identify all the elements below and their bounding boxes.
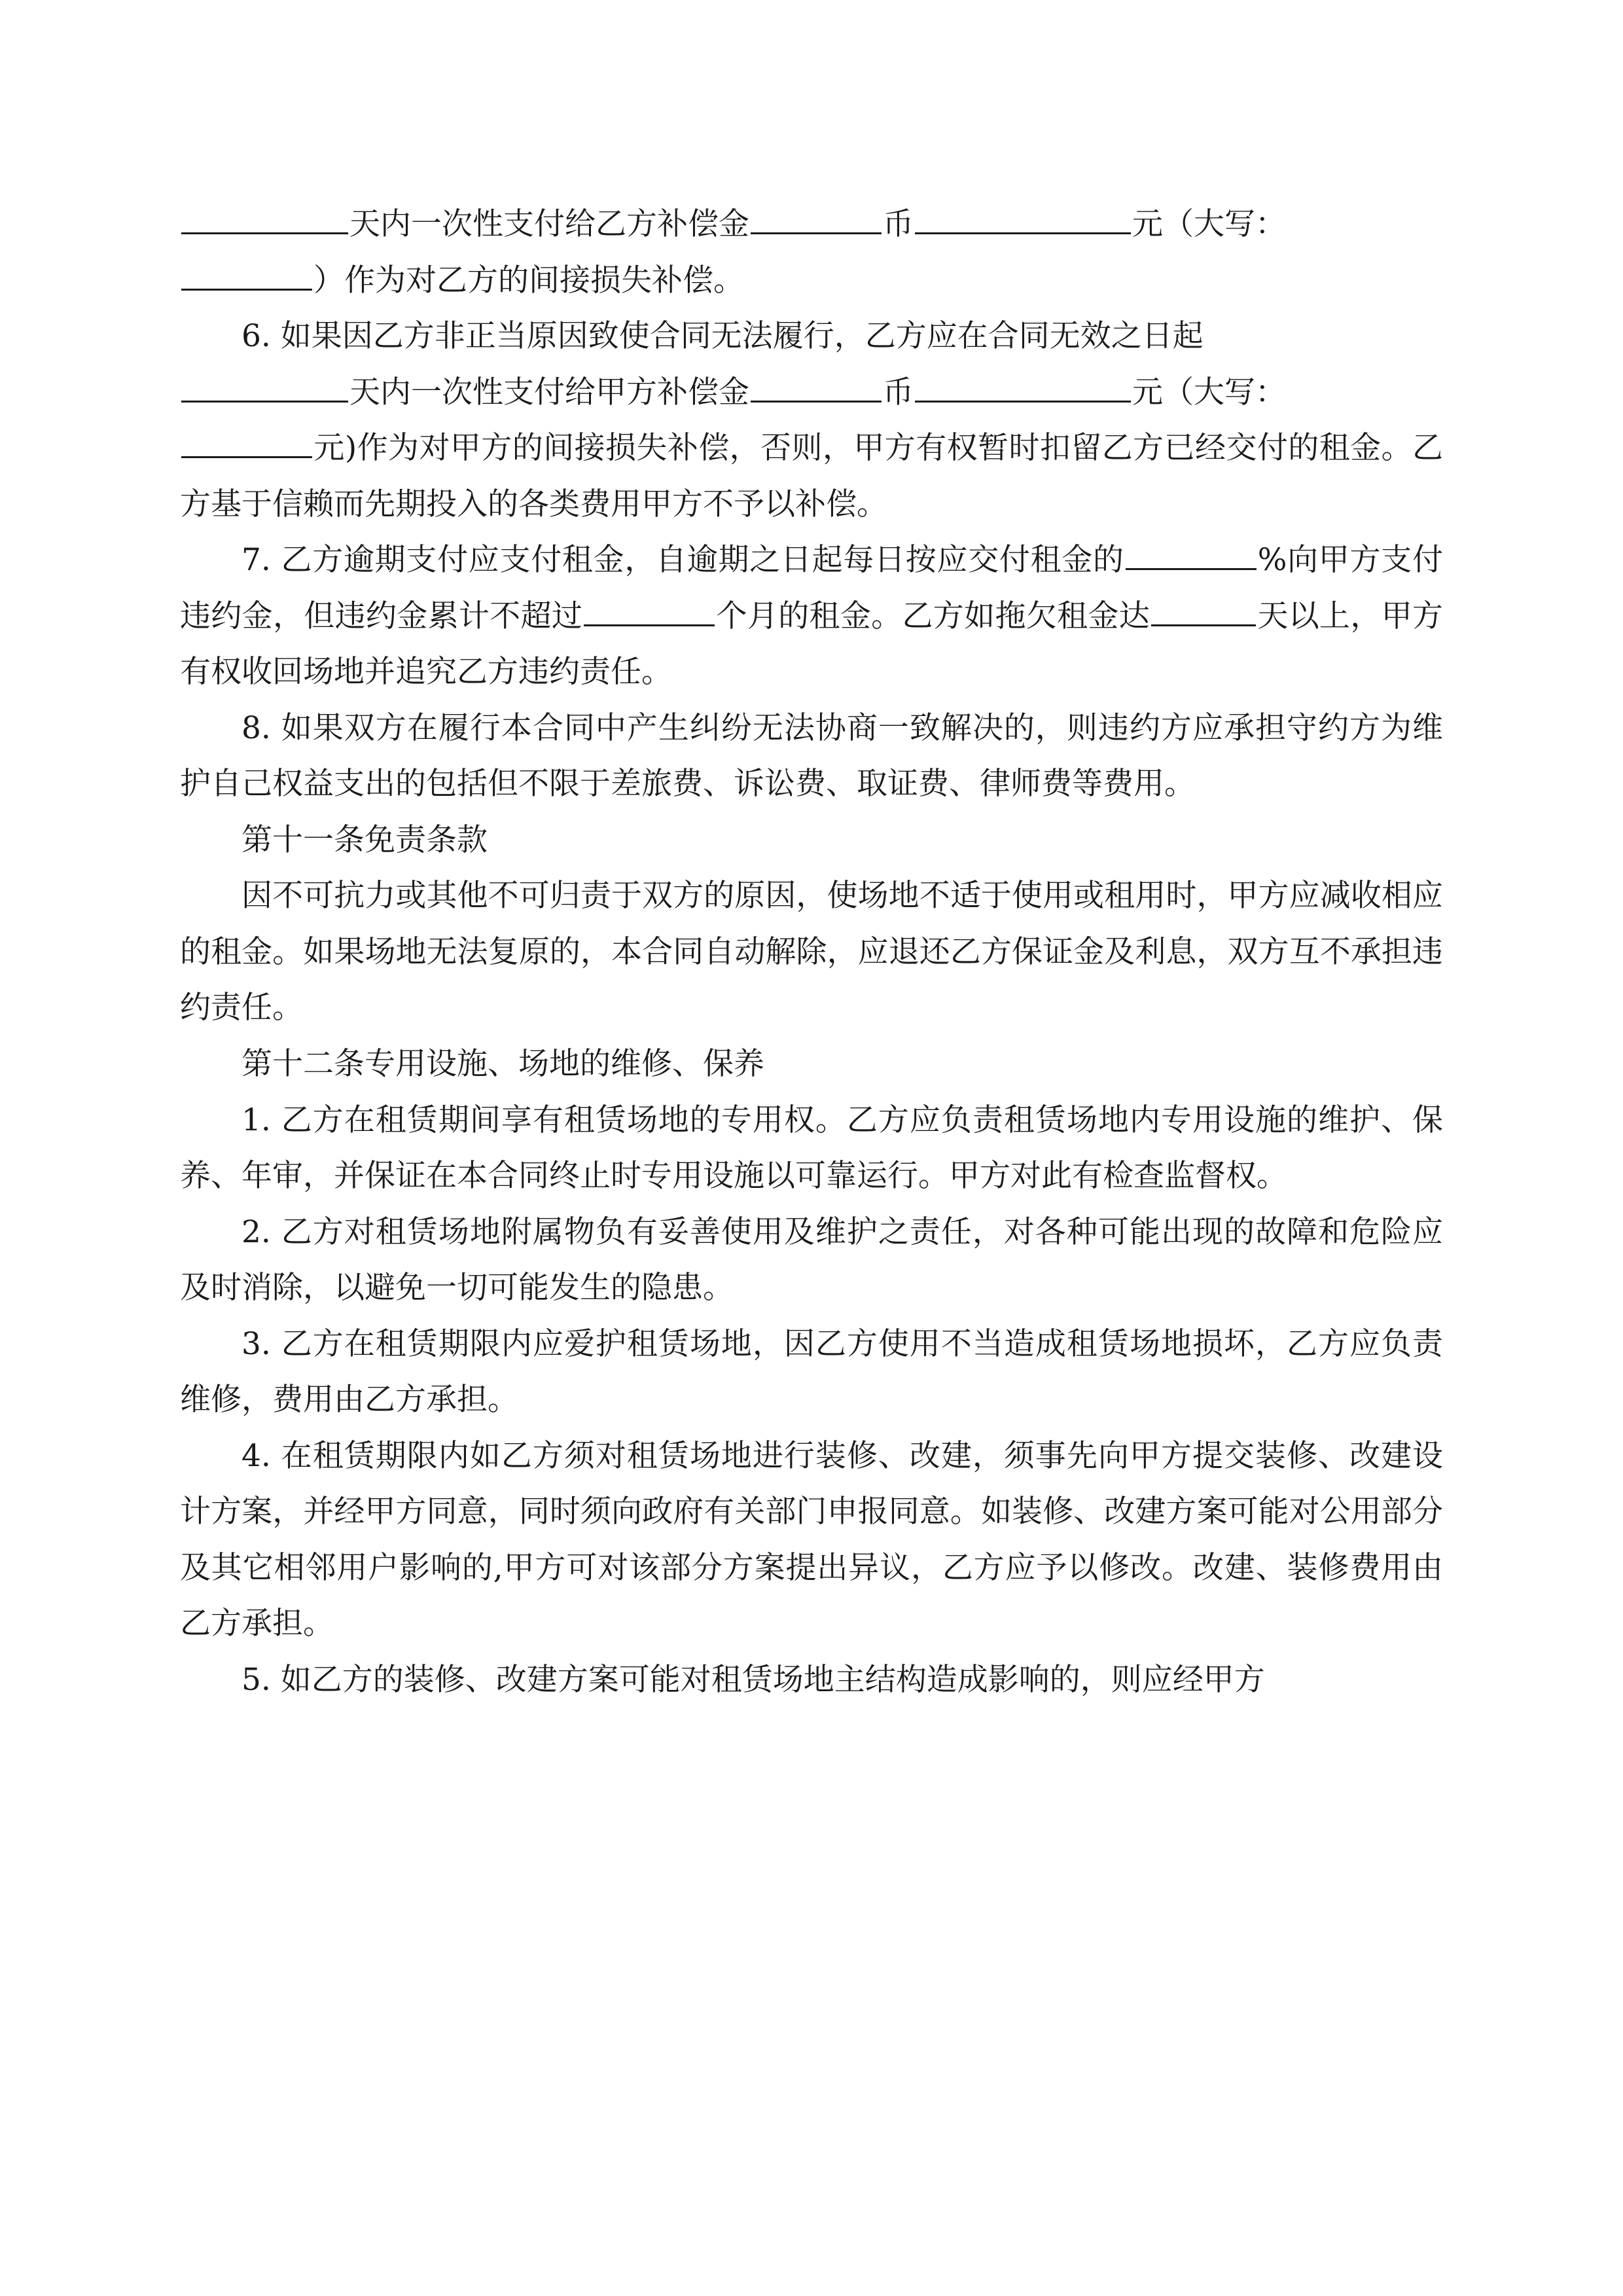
- paragraph-text: %向甲方支付违约金，但违约金累计不超过: [180, 542, 1443, 634]
- fill-in-blank[interactable]: [915, 200, 1131, 234]
- paragraph-text: 4. 在租赁期限内如乙方须对租赁场地进行装修、改建，须事先向甲方提交装修、改建设计方案，并经甲方同意，同时须向政府有关部门申报同意。如装修、改建方案可能对公用部分及其它相邻用户影响的,甲方可对该部分方案提出异议，乙方应予以修改。改建、装修费用由乙方承担。: [180, 1437, 1443, 1642]
- paragraph-text: 因不可抗力或其他不可归责于双方的原因，使场地不适于使用或租用时，甲方应减收相应的租金。如果场地无法复原的，本合同自动解除，应退还乙方保证金及利息，双方互不承担违约责任。: [180, 878, 1443, 1026]
- paragraph: [180, 700, 1443, 812]
- paragraph-text: 币: [883, 374, 914, 410]
- paragraph-text: 币: [883, 206, 914, 242]
- paragraph-text: 7. 乙方逾期支付应支付租金，自逾期之日起每日按应交付租金的: [241, 542, 1124, 579]
- paragraph-text: 6. 如果因乙方非正当原因致使合同无法履行，乙方应在合同无效之日起: [241, 318, 1204, 355]
- paragraph-text: 元)作为对甲方的间接损失补偿，否则，甲方有权暂时扣留乙方已经交付的租金。乙方基于信赖而先期投入的各类费用甲方不予以补偿。: [180, 430, 1443, 522]
- fill-in-blank[interactable]: [181, 200, 348, 234]
- paragraph-text: 第十二条专用设施、场地的维修、保养: [241, 1045, 764, 1082]
- paragraph-text: 3. 乙方在租赁期限内应爱护租赁场地，因乙方使用不当造成租赁场地损坏，乙方应负责维修，费用由乙方承担。: [180, 1325, 1443, 1418]
- paragraph-text: 天内一次性支付给甲方补偿金: [349, 374, 749, 410]
- paragraph: [180, 308, 1443, 365]
- paragraph-text: 天以上，甲方有权收回场地并追究乙方违约责任。: [180, 598, 1444, 691]
- paragraph-text: 8. 如果双方在履行本合同中产生纠纷无法协商一致解决的，则违约方应承担守约方为维护自己权益支出的包括但不限于差旅费、诉讼费、取证费、律师费等费用。: [180, 709, 1443, 802]
- fill-in-blank[interactable]: [751, 368, 882, 403]
- paragraph-text: 个月的租金。乙方如拖欠租金达: [716, 598, 1150, 634]
- paragraph-text: 2. 乙方对租赁场地附属物负有妥善使用及维护之责任，对各种可能出现的故障和危险应及时消除，以避免一切可能发生的隐患。: [180, 1213, 1443, 1306]
- fill-in-blank[interactable]: [915, 368, 1131, 403]
- paragraph: [180, 365, 1443, 421]
- paragraph-text: 5. 如乙方的装修、改建方案可能对租赁场地主结构造成影响的，则应经甲方: [241, 1661, 1265, 1698]
- paragraph-text: 元（大写：: [1132, 374, 1286, 410]
- fill-in-blank[interactable]: [181, 256, 312, 291]
- fill-in-blank[interactable]: [584, 592, 715, 626]
- paragraph: [180, 196, 1443, 253]
- paragraph: [180, 1092, 1443, 1204]
- paragraph: [180, 1316, 1443, 1428]
- fill-in-blank[interactable]: [751, 200, 882, 234]
- paragraph: [180, 812, 1443, 869]
- paragraph: [180, 1036, 1443, 1092]
- paragraph-text: 1. 乙方在租赁期间享有租赁场地的专用权。乙方应负责租赁场地内专用设施的维护、保养、年审，并保证在本合同终止时专用设施以可靠运行。甲方对此有检查监督权。: [180, 1102, 1443, 1194]
- fill-in-blank[interactable]: [181, 423, 312, 458]
- paragraph: [180, 1428, 1443, 1652]
- fill-in-blank[interactable]: [1151, 592, 1256, 626]
- paragraph-text: ）作为对乙方的间接损失补偿。: [313, 262, 744, 298]
- paragraph: [180, 1652, 1443, 1708]
- contract-body: [180, 196, 1443, 1708]
- fill-in-blank[interactable]: [181, 368, 348, 403]
- paragraph-text: 第十一条免责条款: [241, 821, 488, 858]
- paragraph: [180, 532, 1443, 700]
- paragraph-text: 元（大写：: [1132, 206, 1286, 242]
- paragraph-text: 天内一次性支付给乙方补偿金: [349, 206, 749, 242]
- paragraph: [180, 420, 1443, 532]
- paragraph: [180, 1204, 1443, 1316]
- paragraph: [180, 253, 1443, 309]
- paragraph: [180, 868, 1443, 1036]
- fill-in-blank[interactable]: [1126, 535, 1257, 570]
